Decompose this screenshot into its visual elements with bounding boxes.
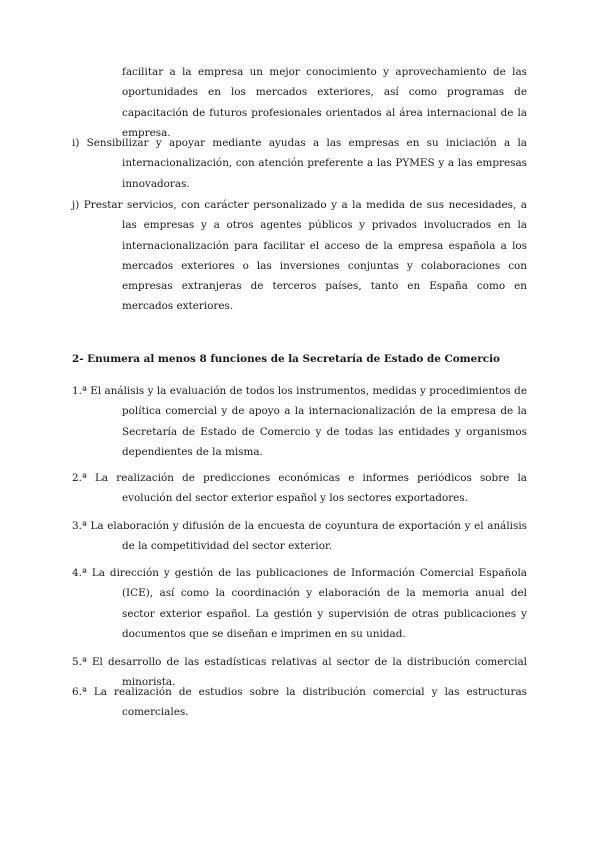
list-item-j: j) Prestar servicios, con carácter personalizado y a la medida de sus necesidades, a las empresas y a otros agentes públicos y privados involucrados en la internacionalización para facilitar el acceso de la empresa española a los mercados exteriores o las inversiones conjuntas y colaboraciones con empresas extranjeras de terceros países, tanto en España como en mercados exteriores. <box>72 199 527 313</box>
continuation-paragraph: facilitar a la empresa un mejor conocimiento y aprovechamiento de las oportunidades en los mercados exteriores, así como programas de capacitación de futuros profesionales orientados al área internacional de la empresa. <box>122 66 527 139</box>
function-item-2: 2.ª La realización de predicciones económicas e informes periódicos sobre la evolución del sector exterior español y los sectores exportadores. <box>72 472 527 505</box>
function-item-6: 6.ª La realización de estudios sobre la distribución comercial y las estructuras comerciales. <box>72 686 527 719</box>
function-item-4: 4.ª La dirección y gestión de las publicaciones de Información Comercial Española (ICE), así como la coordinación y elaboración de la memoria anual del sector exterior español. La gestión y supervisión de otras publicaciones y documentos que se diseñan e imprimen en su unidad. <box>72 567 527 640</box>
function-item-3: 3.ª La elaboración y difusión de la encuesta de coyuntura de exportación y el análisis de la competitividad del sector exterior. <box>72 520 527 553</box>
function-item-5: 5.ª El desarrollo de las estadísticas relativas al sector de la distribución comercial minorista. <box>72 656 527 689</box>
section-heading: 2- Enumera al menos 8 funciones de la Secretaría de Estado de Comercio <box>72 353 500 365</box>
list-item-i: i) Sensibilizar y apoyar mediante ayudas a las empresas en su iniciación a la internacionalización, con atención preferente a las PYMES y a las empresas innovadoras. <box>72 137 527 190</box>
function-item-1: 1.ª El análisis y la evaluación de todos los instrumentos, medidas y procedimientos de política comercial y de apoyo a la internacionalización de la empresa de la Secretaría de Estado de Comercio y de todas las entidades y organismos dependientes de la misma. <box>72 385 527 458</box>
